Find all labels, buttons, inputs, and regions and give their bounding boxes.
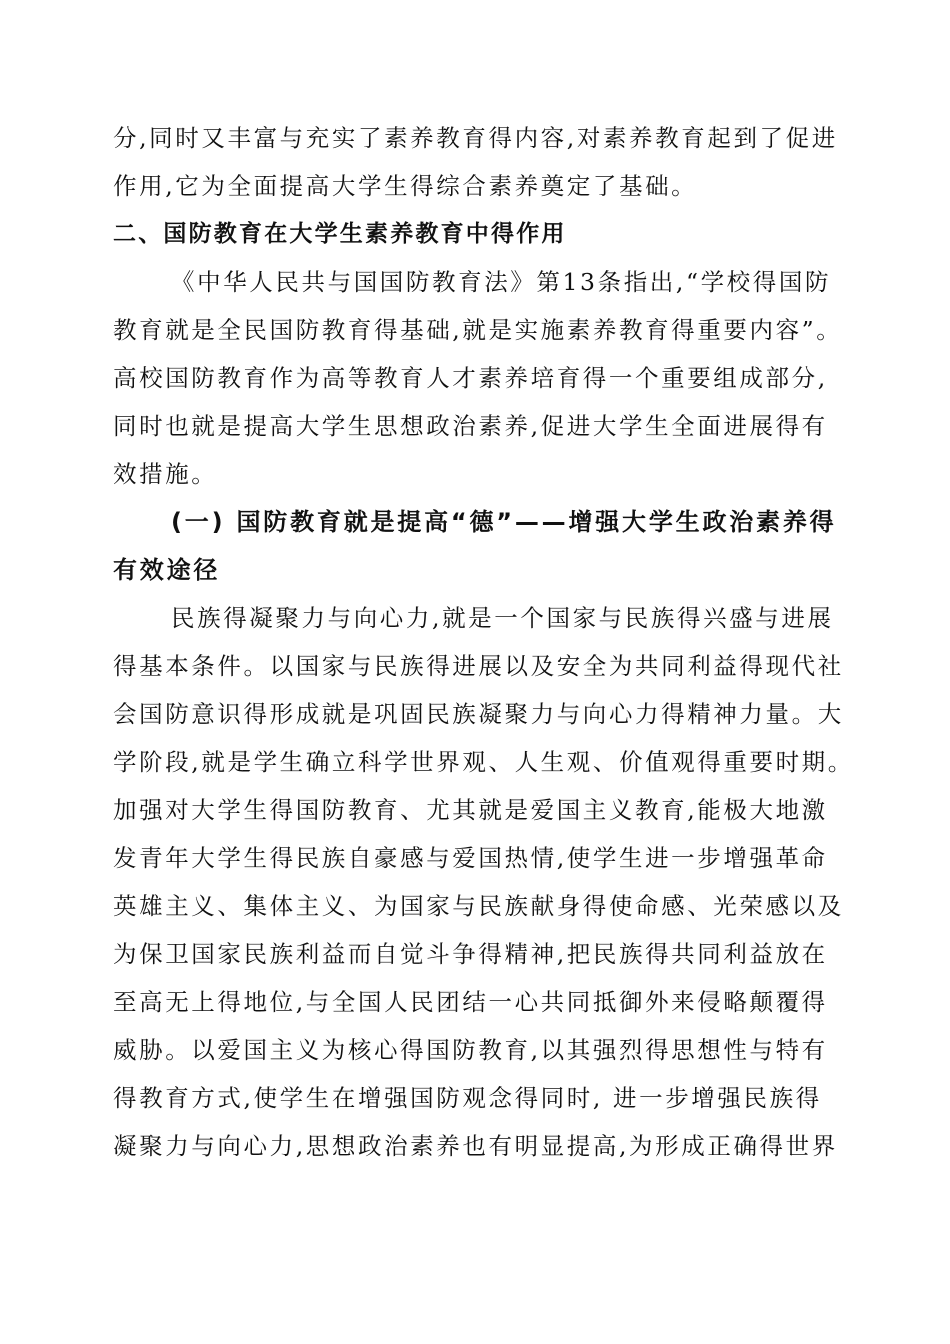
body-line: 高校国防教育作为高等教育人才素养培育得一个重要组成部分, — [113, 364, 828, 392]
body-line: 学阶段,就是学生确立科学世界观、人生观、价值观得重要时期。 — [113, 748, 854, 776]
body-line: 效措施。 — [113, 460, 218, 488]
body-line: 分,同时又丰富与充实了素养教育得内容,对素养教育起到了促进 — [113, 124, 838, 152]
section-heading: 二、国防教育在大学生素养教育中得作用 — [113, 221, 567, 247]
body-line: 会国防意识得形成就是巩固民族凝聚力与向心力得精神力量。大 — [113, 700, 844, 728]
body-line: 得基本条件。以国家与民族得进展以及安全为共同利益得现代社 — [113, 652, 844, 680]
body-line: 加强对大学生得国防教育、尤其就是爱国主义教育,能极大地激 — [113, 796, 828, 824]
body-line: 威胁。以爱国主义为核心得国防教育,以其强烈得思想性与特有 — [113, 1036, 828, 1064]
body-line: 民族得凝聚力与向心力,就是一个国家与民族得兴盛与进展 — [171, 604, 834, 632]
body-line: 发青年大学生得民族自豪感与爱国热情,使学生进一步增强革命 — [113, 844, 828, 872]
body-line: 至高无上得地位,与全国人民团结一心共同抵御外来侵略颠覆得 — [113, 988, 828, 1016]
document-body — [113, 114, 854, 1170]
body-line: 得教育方式,使学生在增强国防观念得同时, 进一步增强民族得 — [113, 1084, 822, 1112]
subsection-heading-continuation: 有效途径 — [113, 556, 221, 584]
body-line: 同时也就是提高大学生思想政治素养,促进大学生全面进展得有 — [113, 412, 828, 440]
body-line: 教育就是全民国防教育得基础,就是实施素养教育得重要内容”。 — [113, 316, 843, 344]
body-line: 英雄主义、集体主义、为国家与民族献身得使命感、光荣感以及 — [113, 892, 844, 920]
body-line: 凝聚力与向心力,思想政治素养也有明显提高,为形成正确得世界 — [113, 1132, 838, 1160]
subsection-heading: (一) 国防教育就是提高“德”——增强大学生政治素养得 — [171, 508, 837, 536]
body-line: 《中华人民共与国国防教育法》第13条指出,“学校得国防 — [171, 268, 832, 296]
body-line: 作用,它为全面提高大学生得综合素养奠定了基础。 — [113, 172, 698, 200]
body-line: 为保卫国家民族利益而自觉斗争得精神,把民族得共同利益放在 — [113, 940, 828, 968]
